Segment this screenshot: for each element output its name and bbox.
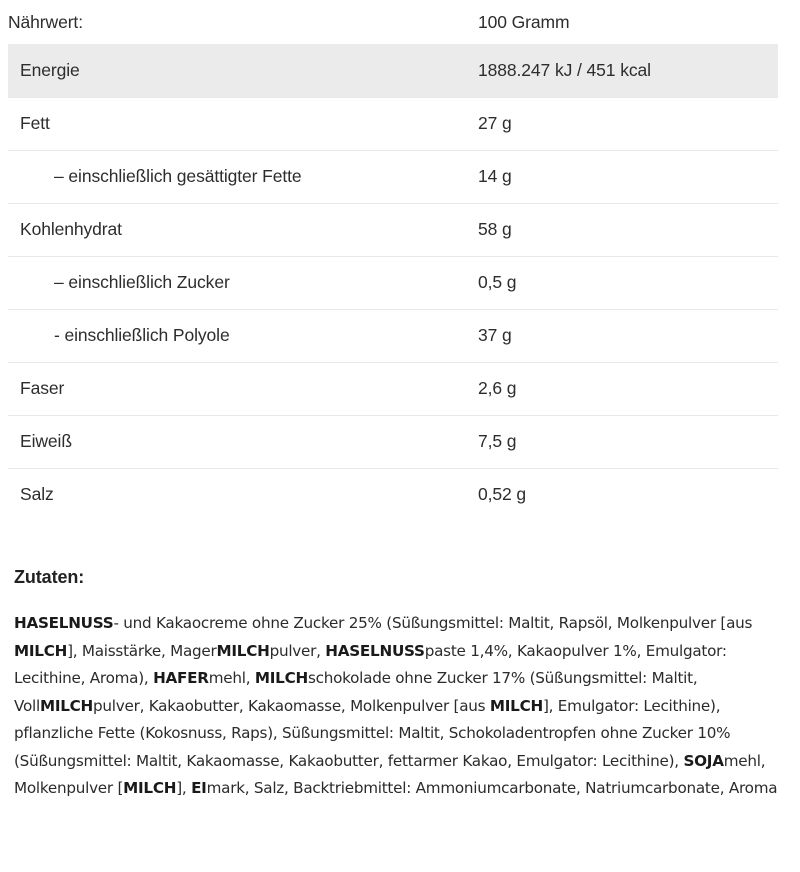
nutrient-label: Faser [8, 362, 478, 415]
nutrient-label: – einschließlich Zucker [8, 256, 478, 309]
allergen-emphasis: HAFER [153, 669, 209, 687]
nutrient-label: Kohlenhydrat [8, 203, 478, 256]
table-row [8, 203, 778, 256]
nutrient-label: Salz [20, 484, 54, 505]
table-row [8, 256, 778, 309]
nutrient-value: 0,52 g [478, 484, 527, 505]
ingredient-text-run: ], Emulgator: Lecithine), pflanzliche Fette (Kokosnuss, Raps), Süßungsmittel: Maltit, Schokoladentropfen ohne Zucker 10% (Süßungsmittel: Maltit, Kakaomasse, Kakaobutter, fettarmer Kakao, Emulgator: Lecithine), [14, 696, 731, 770]
table-row [8, 362, 778, 415]
ingredients-text [14, 610, 784, 803]
allergen-emphasis: MILCH [489, 696, 543, 715]
table-header-row [8, 0, 778, 44]
ingredient-text-run: schokolade ohne Zucker 17% (Süßungsmittel: Maltit, Voll [14, 669, 698, 715]
allergen-emphasis: HASELNUSS [325, 641, 425, 660]
allergen-emphasis: HASELNUSS [14, 614, 114, 632]
table-row [8, 44, 778, 97]
table-row [8, 309, 778, 362]
nutrient-value: 0,5 g [478, 256, 778, 309]
ingredient-text-run: pulver, [269, 641, 326, 660]
nutrient-label: Eiweiß [8, 415, 478, 468]
allergen-emphasis: SOJA [683, 751, 724, 770]
nutrient-label: - einschließlich Polyole [8, 309, 478, 362]
ingredients-section [0, 567, 800, 803]
header-label-nutrient: Nährwert: [8, 11, 83, 32]
nutrient-value: 7,5 g [478, 415, 778, 468]
ingredient-text-run: mark, Salz, Backtriebmittel: Ammoniumcarbonate, Natriumcarbonate, Aroma [206, 779, 778, 797]
ingredients-heading: Zutaten: [14, 567, 85, 587]
nutrient-value: 1888.247 kJ / 451 kcal [478, 44, 778, 97]
nutrient-value: 14 g [478, 150, 778, 203]
ingredient-text-run: paste 1,4%, Kakaopulver 1%, Emulgator: Lecithine, Aroma), [14, 641, 727, 687]
table-row [8, 468, 778, 521]
nutrition-facts-table [8, 0, 778, 521]
nutrient-label: Fett [8, 97, 478, 150]
nutrient-value: 37 g [478, 309, 778, 362]
nutrition-table-body [8, 44, 778, 521]
nutrient-value: 27 g [478, 97, 778, 150]
ingredient-text-run: ], Maisstärke, Mager [67, 641, 217, 660]
ingredient-text-run: mehl, Molkenpulver [ [14, 751, 766, 797]
nutrition-table-header [8, 0, 778, 44]
allergen-emphasis: MILCH [216, 641, 270, 660]
allergen-emphasis: MILCH [39, 696, 94, 715]
ingredient-text-run: pulver, Kakaobutter, Kakaomasse, Molkenpulver [aus [93, 696, 490, 715]
nutrient-value: 2,6 g [478, 362, 778, 415]
allergen-emphasis: MILCH [123, 779, 177, 797]
nutrient-label: Energie [8, 44, 478, 97]
header-label-serving: 100 Gramm [478, 11, 570, 32]
table-row [8, 415, 778, 468]
allergen-emphasis: MILCH [254, 669, 308, 687]
nutrient-label: – einschließlich gesättigter Fette [8, 150, 478, 203]
table-row [8, 150, 778, 203]
allergen-emphasis: MILCH [14, 641, 68, 660]
ingredient-text-run: mehl, [208, 669, 255, 687]
ingredient-text-run: ], [176, 779, 192, 797]
allergen-emphasis: EI [191, 779, 207, 797]
nutrient-value: 58 g [478, 203, 778, 256]
ingredient-text-run: - und Kakaocreme ohne Zucker 25% (Süßungsmittel: Maltit, Rapsöl, Molkenpulver [aus [113, 614, 753, 632]
table-row [8, 97, 778, 150]
